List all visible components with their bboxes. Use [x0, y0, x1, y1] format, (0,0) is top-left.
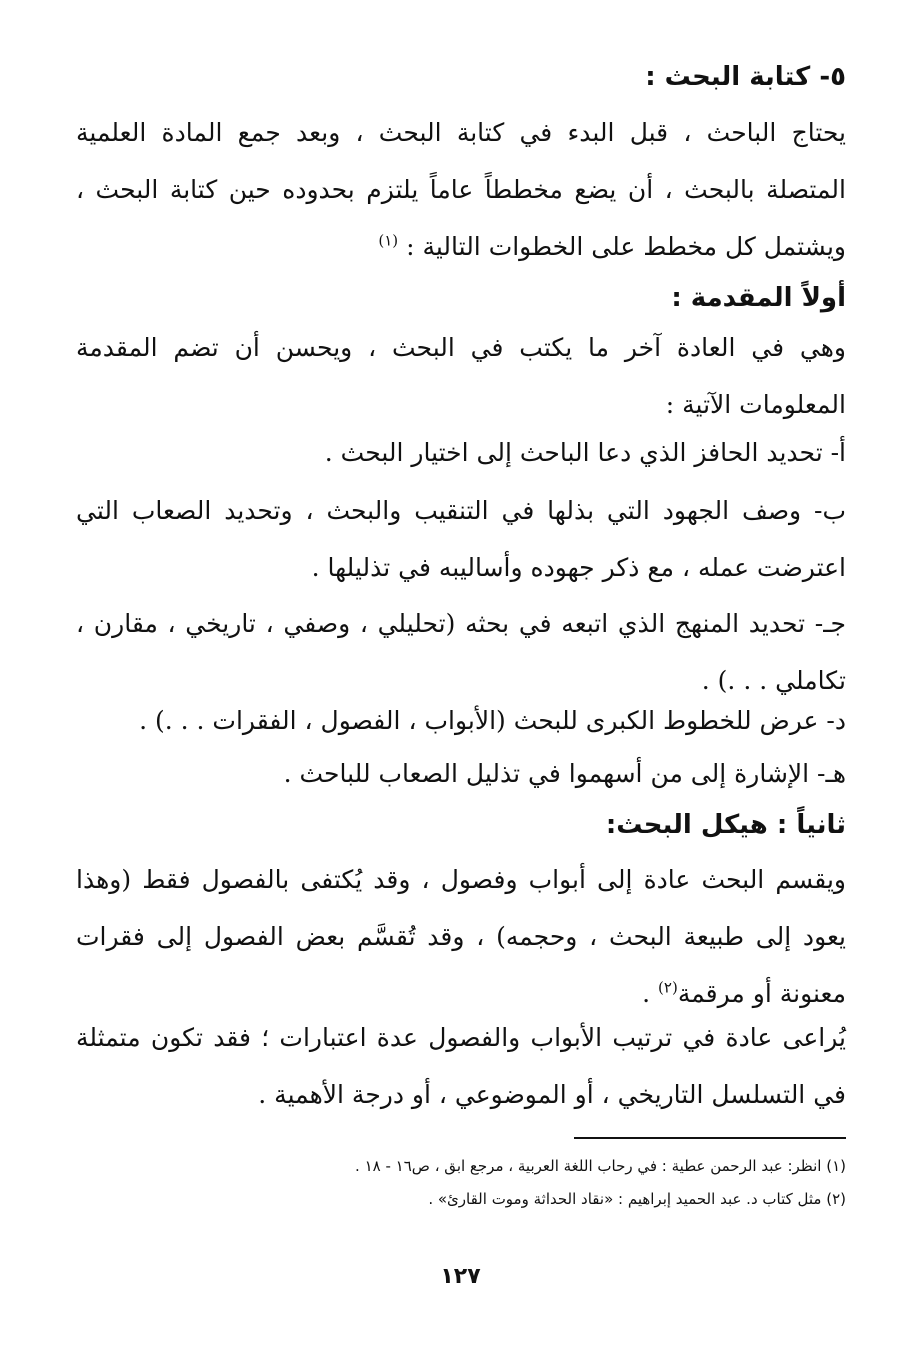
- introduction-paragraph: وهي في العادة آخر ما يكتب في البحث ، ويحسن أن تضم المقدمة المعلومات الآتية :: [76, 333, 846, 419]
- structure-paragraph: [76, 851, 846, 1022]
- list-item-b: ب- وصف الجهود التي بذلها في التنقيب والبحث ، وتحديد الصعاب التي اعترضت عمله ، مع ذكر جهوده وأساليبه في تذليلها .: [76, 496, 846, 582]
- list-item-a: أ- تحديد الحافز الذي دعا الباحث إلى اختيار البحث .: [324, 438, 846, 467]
- list-item-d: د- عرض للخطوط الكبرى للبحث (الأبواب ، الفصول ، الفقرات . . .) .: [139, 706, 846, 735]
- structure-end: .: [642, 979, 659, 1008]
- footnote-ref-1: (١): [378, 231, 399, 250]
- footnote-ref-2: (٢): [658, 978, 678, 997]
- section-title: ٥- كتابة البحث :: [645, 62, 846, 92]
- structure-text: ويقسم البحث عادة إلى أبواب وفصول ، وقد يُكتفى بالفصول فقط (وهذا يعود إلى طبيعة البحث ، وحجمه) ، وقد تُقسَّم بعض الفصول إلى فقرات معنونة أو مرقمة: [76, 865, 846, 1008]
- introduction-heading: أولاً المقدمة :: [671, 283, 846, 313]
- footnote-divider: [574, 1137, 846, 1139]
- footnote-1: (١) انظر: عبد الرحمن عطية : في رحاب اللغة العربية ، مرجع ابق ، ص١٦ - ١٨ .: [355, 1157, 846, 1175]
- list-item-c: جـ- تحديد المنهج الذي اتبعه في بحثه (تحليلي ، وصفي ، تاريخي ، مقارن ، تكاملي . . .) .: [76, 609, 846, 695]
- list-item-e: هـ- الإشارة إلى من أسهموا في تذليل الصعاب للباحث .: [283, 759, 846, 788]
- page-number: ١٢٧: [440, 1264, 481, 1289]
- structure-heading: ثانياً : هيكل البحث:: [605, 810, 846, 840]
- intro-text: يحتاج الباحث ، قبل البدء في كتابة البحث ، وبعد جمع المادة العلمية المتصلة بالبحث ، أن يضع مخططاً عاماً يلتزم بحدوده حين كتابة البحث ، ويشتمل كل مخطط على الخطوات التالية :: [76, 118, 846, 261]
- intro-paragraph: [76, 104, 846, 275]
- footnotes: [76, 1150, 846, 1216]
- footnote-2: (٢) مثل كتاب د. عبد الحميد إبراهيم : «نقاد الحداثة وموت القارئ» .: [428, 1190, 846, 1208]
- ordering-paragraph: يُراعى عادة في ترتيب الأبواب والفصول عدة اعتبارات ؛ فقد تكون متمثلة في التسلسل التاريخي ، أو الموضوعي ، أو درجة الأهمية .: [76, 1023, 846, 1109]
